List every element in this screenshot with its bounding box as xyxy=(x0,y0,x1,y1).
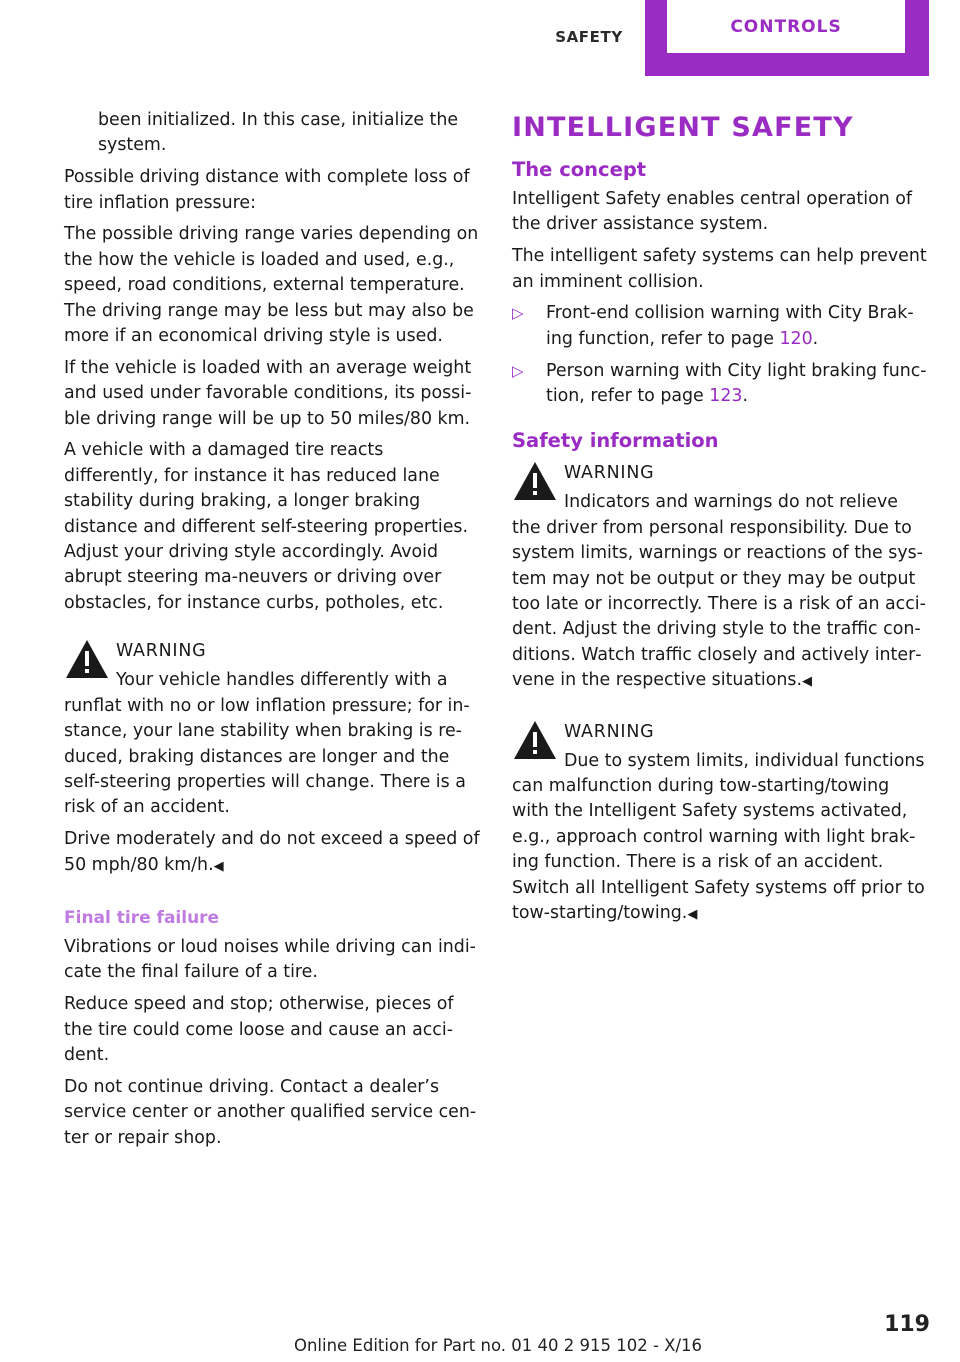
heading-intelligent-safety: INTELLIGENT SAFETY xyxy=(512,112,854,143)
warning-text: Indicators and warnings do not relieve the driver from personal responsibility. Due to system limits, warnings or reactions of the sys‐tem may not be output or they may be output too late or incorrectly. There is a risk of an acci‐dent. Adjust the driving style to the traffic con‐ditions. Watch traffic closely and actively inter‐vene in the respective situations.◀ xyxy=(512,492,926,691)
left-column xyxy=(64,108,481,1157)
warning-block-indicators xyxy=(512,460,928,694)
warning-block-towing xyxy=(512,719,928,928)
left-paragraph-5: A vehicle with a damaged tire reacts differently, for instance it has reduced lane stability during braking, a longer braking distance and different self-steering properties. Adjust your driving style accordingly. Avoid abrupt steering ma‐neuvers or driving over obstacles, for instance curbs, potholes, etc. xyxy=(64,440,469,613)
warning-block-runflat xyxy=(64,638,481,879)
right-paragraph-1: Intelligent Safety enables central operation of the driver assistance system. xyxy=(512,189,913,235)
left-paragraph-1: been initialized. In this case, initialize the system. xyxy=(98,110,459,156)
right-paragraph-2: The intelligent safety systems can help prevent an imminent collision. xyxy=(512,246,927,292)
bullet-arrow-icon: ▷ xyxy=(512,304,524,323)
warning-triangle-icon xyxy=(512,460,558,502)
page-link-123[interactable]: 123 xyxy=(709,386,743,407)
footer-edition: Online Edition for Part no. 01 40 2 915 102 - X/16 xyxy=(293,1336,703,1355)
warning-title: WARNING xyxy=(564,463,655,484)
left-paragraph-6: Vibrations or loud noises while driving can indi‐cate the final failure of a tire. xyxy=(64,936,476,983)
left-paragraph-8: Do not continue driving. Contact a dealer’s service center or another qualified service cen‐ter or repair shop. xyxy=(64,1076,477,1148)
heading-the-concept: The concept xyxy=(512,158,647,181)
page-number: 119 xyxy=(884,1312,930,1337)
tab-controls[interactable]: CONTROLS xyxy=(667,0,905,53)
warning-triangle-icon xyxy=(64,638,110,680)
heading-final-tire-failure: Final tire failure xyxy=(64,907,220,928)
left-paragraph-4: If the vehicle is loaded with an average weight and used under favorable conditions, its possi‐ble driving range will be up to 50 miles/80 km. xyxy=(64,357,472,429)
end-mark: ◀ xyxy=(801,674,812,690)
warning-text-2: Drive moderately and do not exceed a speed of 50 mph/80 km/h.◀ xyxy=(64,829,480,875)
end-mark: ◀ xyxy=(687,907,698,923)
right-column xyxy=(512,108,928,934)
warning-title: WARNING xyxy=(116,641,207,662)
list-item: ▷ Front-end collision warning with City Brak‐ing function, refer to page 120. xyxy=(512,303,914,349)
heading-safety-information: Safety information xyxy=(512,429,719,453)
page-link-120[interactable]: 120 xyxy=(779,328,813,349)
left-paragraph-3: The possible driving range varies depending on the how the vehicle is loaded and used, e.g., speed, road conditions, external temperature. The driving range may be less but may also be more if an economical driving style is used. xyxy=(64,224,479,347)
warning-title: WARNING xyxy=(564,721,655,742)
bullet-arrow-icon: ▷ xyxy=(512,361,524,380)
warning-text: Due to system limits, individual functions can malfunction during tow-starting/towing with the Intelligent Safety systems activated, e.g., approach control warning with light brak‐ing function. There is a risk of an accident. Switch all Intelligent Safety systems off prior to tow-starting/towing.◀ xyxy=(512,750,925,924)
tab-safety[interactable]: SAFETY xyxy=(555,28,623,46)
end-mark: ◀ xyxy=(213,858,224,874)
warning-triangle-icon xyxy=(512,719,558,761)
left-paragraph-7: Reduce speed and stop; otherwise, pieces of the tire could come loose and cause an acci‐dent. xyxy=(64,994,454,1065)
left-paragraph-2: Possible driving distance with complete loss of tire inflation pressure: xyxy=(64,167,470,213)
warning-text: Your vehicle handles differently with a runflat with no or low inflation pressure; for in‐stance, your lane stability when braking is re‐duced, braking distances are longer and the self-steering properties will change. There is a risk of an accident. xyxy=(64,670,470,818)
list-item: ▷ Person warning with City light braking func‐tion, refer to page 123. xyxy=(512,360,927,407)
